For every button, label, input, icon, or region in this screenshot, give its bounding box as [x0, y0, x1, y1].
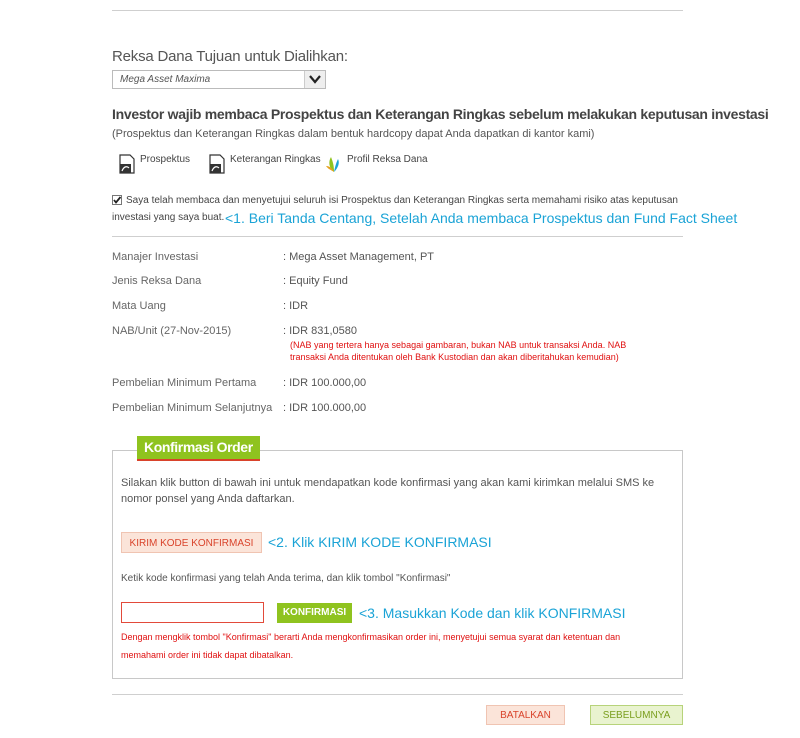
- confirm-warning-line2: memahami order ini tidak dapat dibatalkan.: [121, 650, 294, 660]
- detail-label: Pembelian Minimum Selanjutnya: [112, 402, 273, 414]
- pdf-icon: [118, 154, 136, 174]
- confirm-order-title: Konfirmasi Order: [137, 436, 260, 461]
- check-icon: [112, 195, 122, 205]
- doc-link-prospektus[interactable]: [118, 154, 190, 174]
- detail-value: : Mega Asset Management, PT: [283, 251, 435, 263]
- back-button[interactable]: SEBELUMNYA: [590, 705, 683, 725]
- annotation-step2: <2. Klik KIRIM KODE KONFIRMASI: [268, 534, 492, 550]
- nab-note-line2: transaksi Anda ditentukan oleh Bank Kustodian dan akan diberitahukan kemudian): [290, 352, 619, 362]
- doc-link-label: Profil Reksa Dana: [347, 154, 428, 165]
- cancel-button[interactable]: BATALKAN: [486, 705, 565, 725]
- agree-text-line2: investasi yang saya buat.: [112, 212, 225, 223]
- confirm-intro-line2: nomor ponsel yang Anda daftarkan.: [121, 493, 295, 505]
- enter-code-instruction: Ketik kode konfirmasi yang telah Anda terima, dan klik tombol "Konfirmasi": [121, 573, 451, 584]
- fund-select-value: Mega Asset Maxima: [120, 74, 211, 85]
- agree-checkbox[interactable]: [112, 195, 122, 205]
- confirm-warning-line1: Dengan mengklik tombol "Konfirmasi" berarti Anda mengkonfirmasikan order ini, menyetujui semua syarat dan ketentuan dan: [121, 632, 621, 642]
- confirm-button[interactable]: KONFIRMASI: [277, 603, 352, 623]
- detail-label: Manajer Investasi: [112, 251, 199, 263]
- detail-value: : IDR: [283, 300, 309, 312]
- detail-value: : Equity Fund: [283, 275, 348, 287]
- doc-link-label: Prospektus: [140, 154, 191, 165]
- prospectus-subnote: (Prospektus dan Keterangan Ringkas dalam bentuk hardcopy dapat Anda dapatkan di kantor kami): [112, 128, 595, 140]
- detail-value: : IDR 831,0580: [283, 325, 357, 337]
- doc-link-profil[interactable]: [325, 154, 428, 174]
- footer-divider: [112, 694, 683, 695]
- detail-value: : IDR 100.000,00: [283, 377, 367, 389]
- confirm-code-input[interactable]: [121, 602, 264, 623]
- doc-link-keterangan[interactable]: [208, 154, 321, 174]
- details-divider: [112, 236, 683, 237]
- agree-text-line1: Saya telah membaca dan menyetujui seluruh isi Prospektus dan Keterangan Ringkas serta memahami risiko atas keputusan: [126, 195, 678, 206]
- send-code-button[interactable]: KIRIM KODE KONFIRMASI: [121, 532, 262, 553]
- chevron-down-icon[interactable]: [304, 71, 325, 88]
- detail-label: Mata Uang: [112, 300, 166, 312]
- leaf-icon: [325, 154, 343, 174]
- fund-select[interactable]: [112, 70, 326, 89]
- pdf-icon: [208, 154, 226, 174]
- detail-label: Jenis Reksa Dana: [112, 275, 202, 287]
- prospectus-heading: Investor wajib membaca Prospektus dan Keterangan Ringkas sebelum melakukan keputusan investasi: [112, 106, 769, 122]
- annotation-step3: <3. Masukkan Kode dan klik KONFIRMASI: [359, 605, 626, 621]
- doc-link-label: Keterangan Ringkas: [230, 154, 321, 165]
- top-divider: [112, 10, 683, 11]
- detail-label: NAB/Unit (27-Nov-2015): [112, 325, 232, 337]
- nab-note-line1: (NAB yang tertera hanya sebagai gambaran, bukan NAB untuk transaksi Anda. NAB: [290, 340, 627, 350]
- fund-section-title: Reksa Dana Tujuan untuk Dialihkan:: [112, 48, 348, 65]
- annotation-step1: <1. Beri Tanda Centang, Setelah Anda membaca Prospektus dan Fund Fact Sheet: [225, 210, 738, 226]
- confirm-intro-line1: Silakan klik button di bawah ini untuk mendapatkan kode konfirmasi yang akan kami kirimkan melalui SMS ke: [121, 477, 655, 489]
- detail-value: : IDR 100.000,00: [283, 402, 367, 414]
- detail-label: Pembelian Minimum Pertama: [112, 377, 257, 389]
